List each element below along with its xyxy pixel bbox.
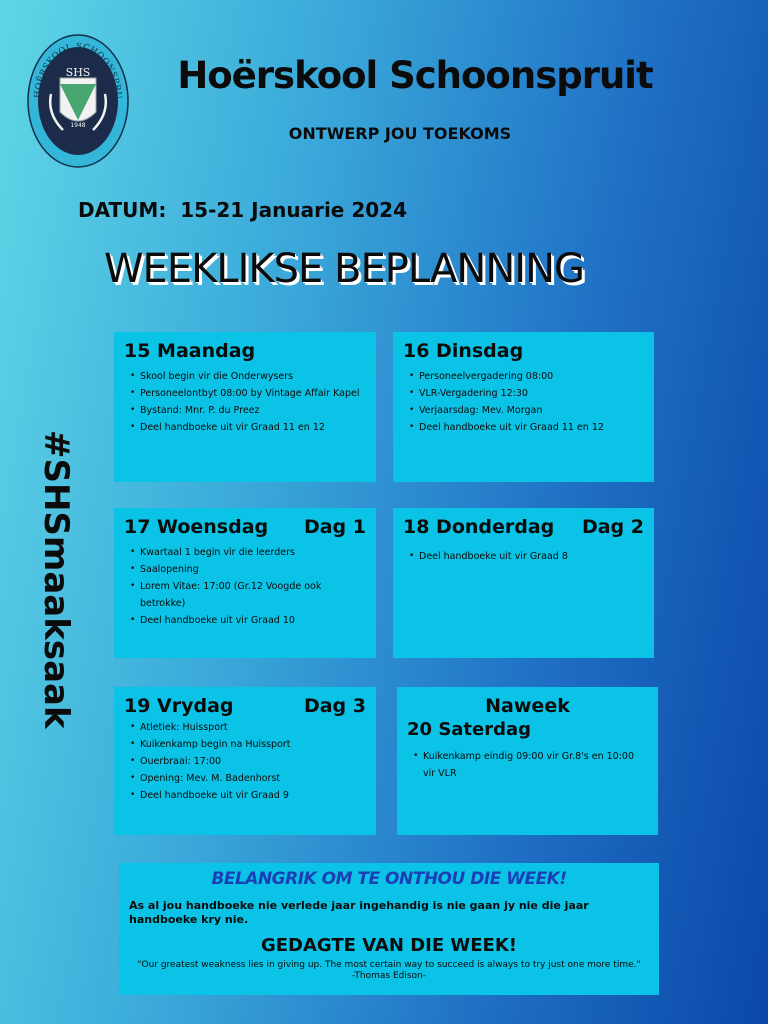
event-list	[124, 368, 366, 436]
event-list	[407, 748, 648, 782]
quote-author: -Thomas Edison-	[351, 971, 426, 981]
list-item: • VLR-Vergadering 12:30	[409, 385, 644, 402]
logo-ring-text: HOËRSKOOL SCHOONSPRU	[32, 41, 124, 100]
list-item: • Skool begin vir die Onderwysers	[130, 368, 366, 385]
day-card-wednesday	[114, 508, 376, 658]
list-item: • Deel handboeke uit vir Graad 9	[130, 787, 366, 804]
event-list	[403, 368, 644, 436]
page-title: WEEKLIKSE BEPLANNING	[104, 246, 584, 292]
notice-box	[119, 863, 659, 995]
list-item: • Atletiek: Huissport	[130, 719, 366, 736]
logo-year: 1948	[70, 122, 86, 129]
quote-text: "Our greatest weakness lies in giving up. The most certain way to succeed is always to try just one more time."	[137, 960, 641, 970]
event-list	[124, 719, 366, 804]
day-title: 16 Dinsdag	[403, 340, 524, 362]
day-card-weekend	[397, 687, 658, 835]
list-item: • Kuikenkamp begin na Huissport	[130, 736, 366, 753]
day-card-monday	[114, 332, 376, 482]
day-card-thursday	[393, 508, 654, 658]
list-item: • Saalopening	[130, 561, 366, 578]
list-item: • Kuikenkamp eindig 09:00 vir Gr.8's en 10:00 vir VLR	[413, 748, 648, 782]
day-title: 20 Saterdag	[407, 719, 532, 740]
list-item: • Bystand: Mnr. P. du Preez	[130, 402, 366, 419]
notice-heading: BELANGRIK OM TE ONTHOU DIE WEEK!	[211, 869, 567, 889]
day-title: 18 Donderdag	[403, 516, 555, 538]
thought-heading: GEDAGTE VAN DIE WEEK!	[260, 935, 518, 956]
list-item: • Ouerbraai: 17:00	[130, 753, 366, 770]
day-title: 17 Woensdag	[124, 516, 269, 538]
day-title: 19 Vrydag	[124, 695, 234, 717]
hashtag: #SHSmaaksaak	[36, 430, 76, 729]
list-item: • Deel handboeke uit vir Graad 11 en 12	[130, 419, 366, 436]
school-motto: ONTWERP JOU TOEKOMS	[288, 124, 512, 143]
list-item: • Lorem Vitae: 17:00 (Gr.12 Voogde ook betrokke)	[130, 578, 366, 612]
list-item: • Kwartaal 1 begin vir die leerders	[130, 544, 366, 561]
school-name: Hoërskool Schoonspruit	[177, 54, 653, 97]
list-item: • Opening: Mev. M. Badenhorst	[130, 770, 366, 787]
event-list	[403, 548, 644, 565]
school-logo	[27, 34, 129, 168]
cycle-day: Dag 1	[303, 516, 366, 538]
list-item: • Deel handboeke uit vir Graad 11 en 12	[409, 419, 644, 436]
list-item: • Verjaarsdag: Mev. Morgan	[409, 402, 644, 419]
list-item: • Personeelontbyt 08:00 by Vintage Affair Kapel	[130, 385, 366, 402]
event-list	[124, 544, 366, 629]
day-card-tuesday	[393, 332, 654, 482]
list-item: • Personeelvergadering 08:00	[409, 368, 644, 385]
notice-text: As al jou handboeke nie verlede jaar ingehandig is nie gaan jy nie die jaar handboeke kry nie.	[129, 899, 589, 926]
list-item: • Deel handboeke uit vir Graad 8	[409, 548, 644, 565]
cycle-day: Dag 2	[581, 516, 644, 538]
day-title: 15 Maandag	[124, 340, 256, 362]
logo-initials: SHS	[65, 66, 91, 79]
day-card-friday	[114, 687, 376, 835]
cycle-day: Dag 3	[303, 695, 366, 717]
weekend-label: Naweek	[485, 695, 570, 717]
list-item: • Deel handboeke uit vir Graad 10	[130, 612, 366, 629]
date-range: DATUM: 15-21 Januarie 2024	[78, 198, 407, 222]
